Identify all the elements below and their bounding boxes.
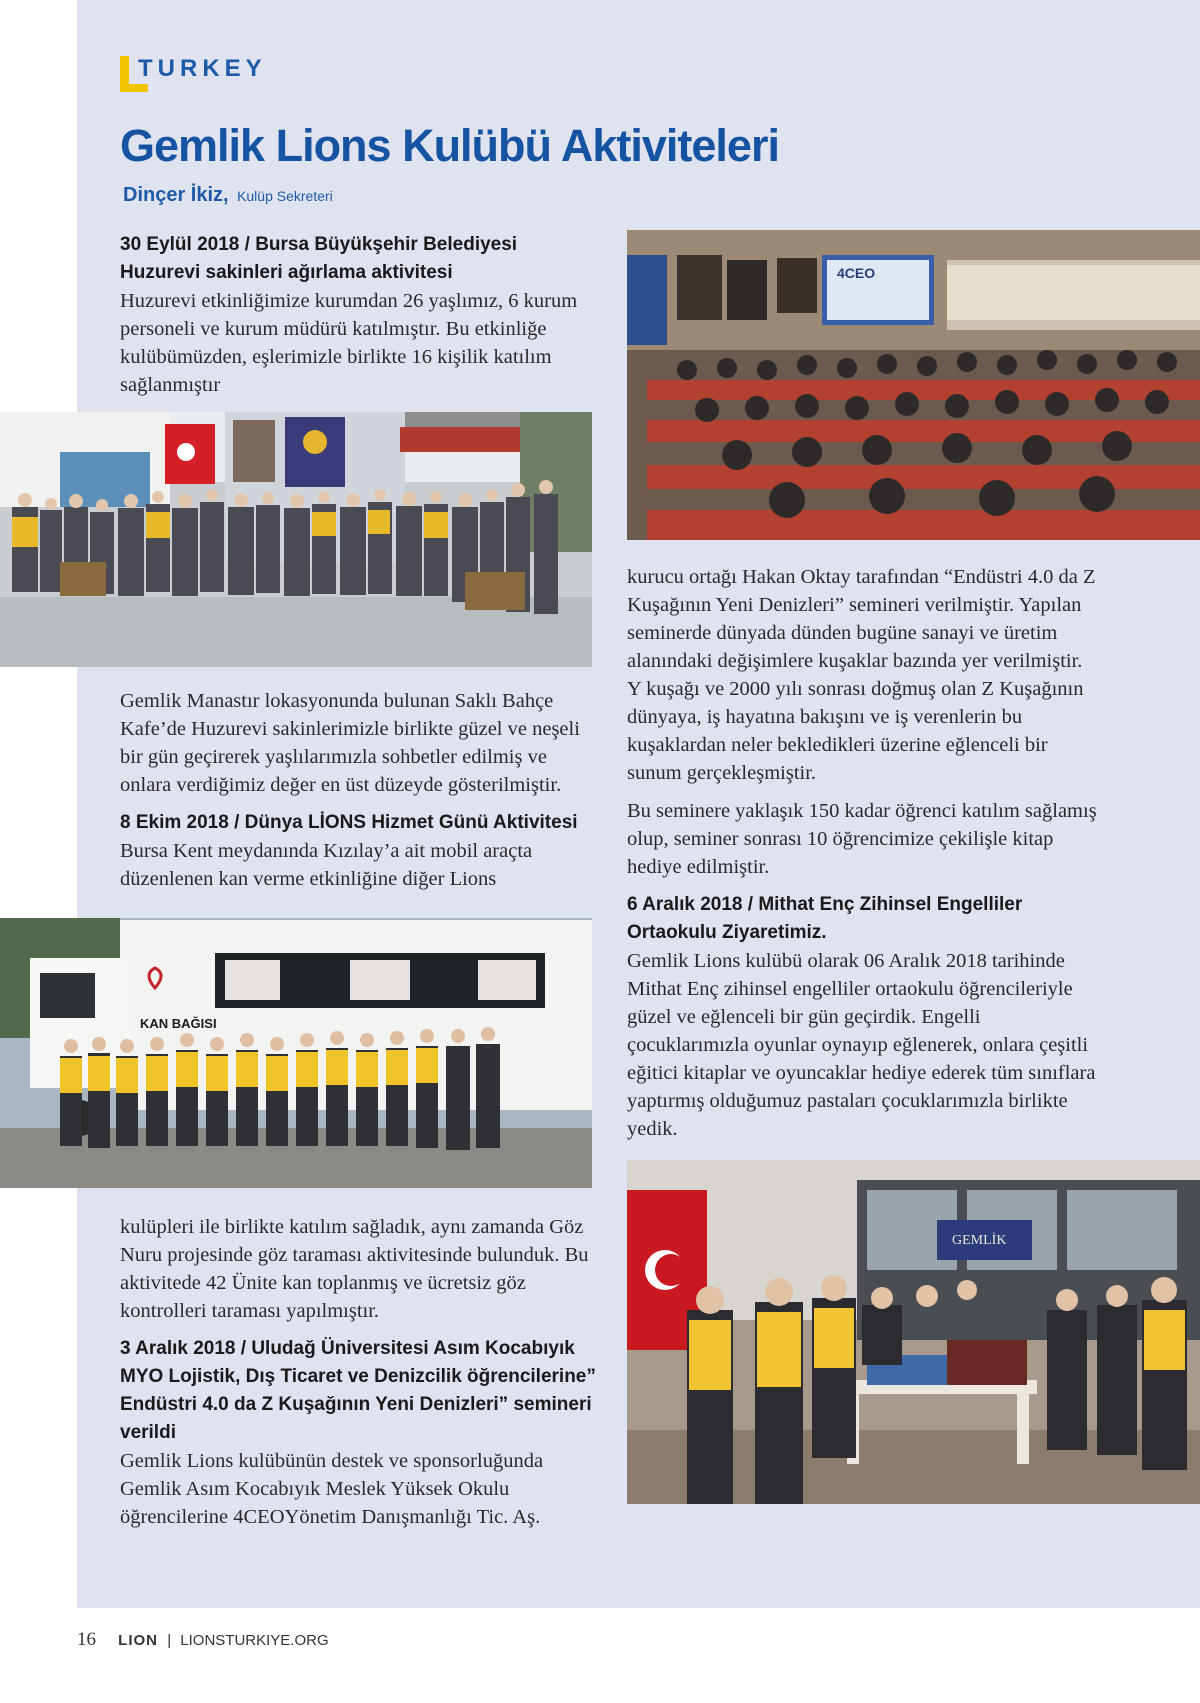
website-link[interactable]: LIONSTURKIYE.ORG <box>180 1632 329 1649</box>
photo-seminar-audience-image <box>627 230 1200 540</box>
screen-label: 4CEO <box>837 265 876 281</box>
paragraph: Gemlik Lions kulübü olarak 06 Aralık 2018 tarihinde Mithat Enç zihinsel engelliler ortaokulu öğrencileriyle güzel ve eğlenceli bir gün geçirdik. Engelli çocuklarımızla oyunlar oynayıp eğlenerek, onlara çeşitli eğitici kitaplar ve oyuncaklar hediye ederek tüm sınıflara yaptırmış olduğumuz pastaları çocuklarımızla birlikte yedik. <box>627 950 1096 1140</box>
photo-school-visit-image <box>627 1160 1200 1504</box>
kicker-bar-foot <box>120 84 148 92</box>
photo-seminar-audience <box>627 230 1200 540</box>
photo-huzurevi-group <box>0 412 592 667</box>
byline <box>123 184 333 207</box>
magazine-brand: LION <box>118 1632 159 1649</box>
paragraph: Gemlik Manastır lokasyonunda bulunan Saklı Bahçe Kafe’de Huzurevi sakinlerimizle birlikte güzel ve neşeli bir gün geçirerek yaşlılarımızla sohbetler edilmiş ve onlara verdiğimiz değer en üst düzeyde gösterilmiştir. <box>120 690 580 796</box>
banner-label: GEMLİK <box>952 1233 1007 1248</box>
truck-label: KAN BAĞISI <box>140 1016 217 1031</box>
col1-block2 <box>120 687 600 893</box>
paragraph: Huzurevi etkinliğimize kurumdan 26 yaşlımız, 6 kurum personeli ve kurum müdürü katılmıştır. Bu etkinliğe kulübümüzden, eşlerimizle birlikte 16 kişilik katılım sağlanmıştır <box>120 290 578 396</box>
heading-hizmet-gunu: 8 Ekim 2018 / Dünya LİONS Hizmet Günü Aktivitesi <box>120 812 578 833</box>
photo-blood-donation-image <box>0 918 592 1188</box>
col1-block3 <box>120 1213 600 1531</box>
page-number: 16 <box>77 1629 96 1650</box>
author-role: Kulüp Sekreteri <box>237 188 333 204</box>
col2-block <box>627 563 1097 1143</box>
page-footer <box>77 1629 329 1651</box>
photo-school-visit <box>627 1160 1200 1504</box>
author-name: Dinçer İkiz, <box>123 184 229 206</box>
article-title: Gemlik Lions Kulübü Aktiviteleri <box>120 120 779 171</box>
kicker-label: TURKEY <box>138 55 267 82</box>
col1-block1 <box>120 231 600 399</box>
photo-huzurevi-group-image <box>0 412 592 667</box>
heading-uludag: 3 Aralık 2018 / Uludağ Üniversitesi Asım Kocabıyık MYO Lojistik, Dış Ticaret ve Denizcilik öğrencilerine” Endüstri 4.0 da Z Kuşağının Yeni Denizleri” semineri verildi <box>120 1338 596 1443</box>
paragraph: Bu seminere yaklaşık 150 kadar öğrenci katılım sağlamış olup, seminer sonrası 10 öğrencimize çekilişle kitap hediye edilmiştir. <box>627 800 1097 878</box>
heading-huzurevi: 30 Eylül 2018 / Bursa Büyükşehir Belediyesi Huzurevi sakinleri ağırlama aktivitesi <box>120 234 518 283</box>
heading-mithat-enc: 6 Aralık 2018 / Mithat Enç Zihinsel Engelliler Ortaokulu Ziyaretimiz. <box>627 894 1023 943</box>
photo-blood-donation <box>0 918 592 1188</box>
paragraph: Gemlik Lions kulübünün destek ve sponsorluğunda Gemlik Asım Kocabıyık Meslek Yüksek Okulu öğrencilerine 4CEOYönetim Danışmanlığı Tic. Aş. <box>120 1450 544 1528</box>
paragraph: kurucu ortağı Hakan Oktay tarafından “Endüstri 4.0 da Z Kuşağının Yeni Denizleri” semineri verilmiştir. Yapılan seminerde dünyada dünden bugüne sanayi ve üretim alanındaki değişimlere kuşaklar bazında yer verilmiştir. Y kuşağı ve 2000 yılı sonrası doğmuş olan Z Kuşağının dünyaya, iş hayatına bakışını ve iş verenlerin bu kuşaklardan neler bekledikleri üzerine eğlenceli bir sunum gerçekleşmiştir. <box>627 566 1096 784</box>
paragraph: Bursa Kent meydanında Kızılay’a ait mobil araçta düzenlenen kan verme etkinliğine diğer Lions <box>120 840 533 890</box>
paragraph: kulüpleri ile birlikte katılım sağladık, aynı zamanda Göz Nuru projesinde göz taraması aktivitesinde bulunduk. Bu aktivitede 42 Ünite kan toplanmış ve ücretsiz göz kontrolleri taraması yapılmıştır. <box>120 1216 589 1322</box>
footer-separator: | <box>167 1632 172 1649</box>
